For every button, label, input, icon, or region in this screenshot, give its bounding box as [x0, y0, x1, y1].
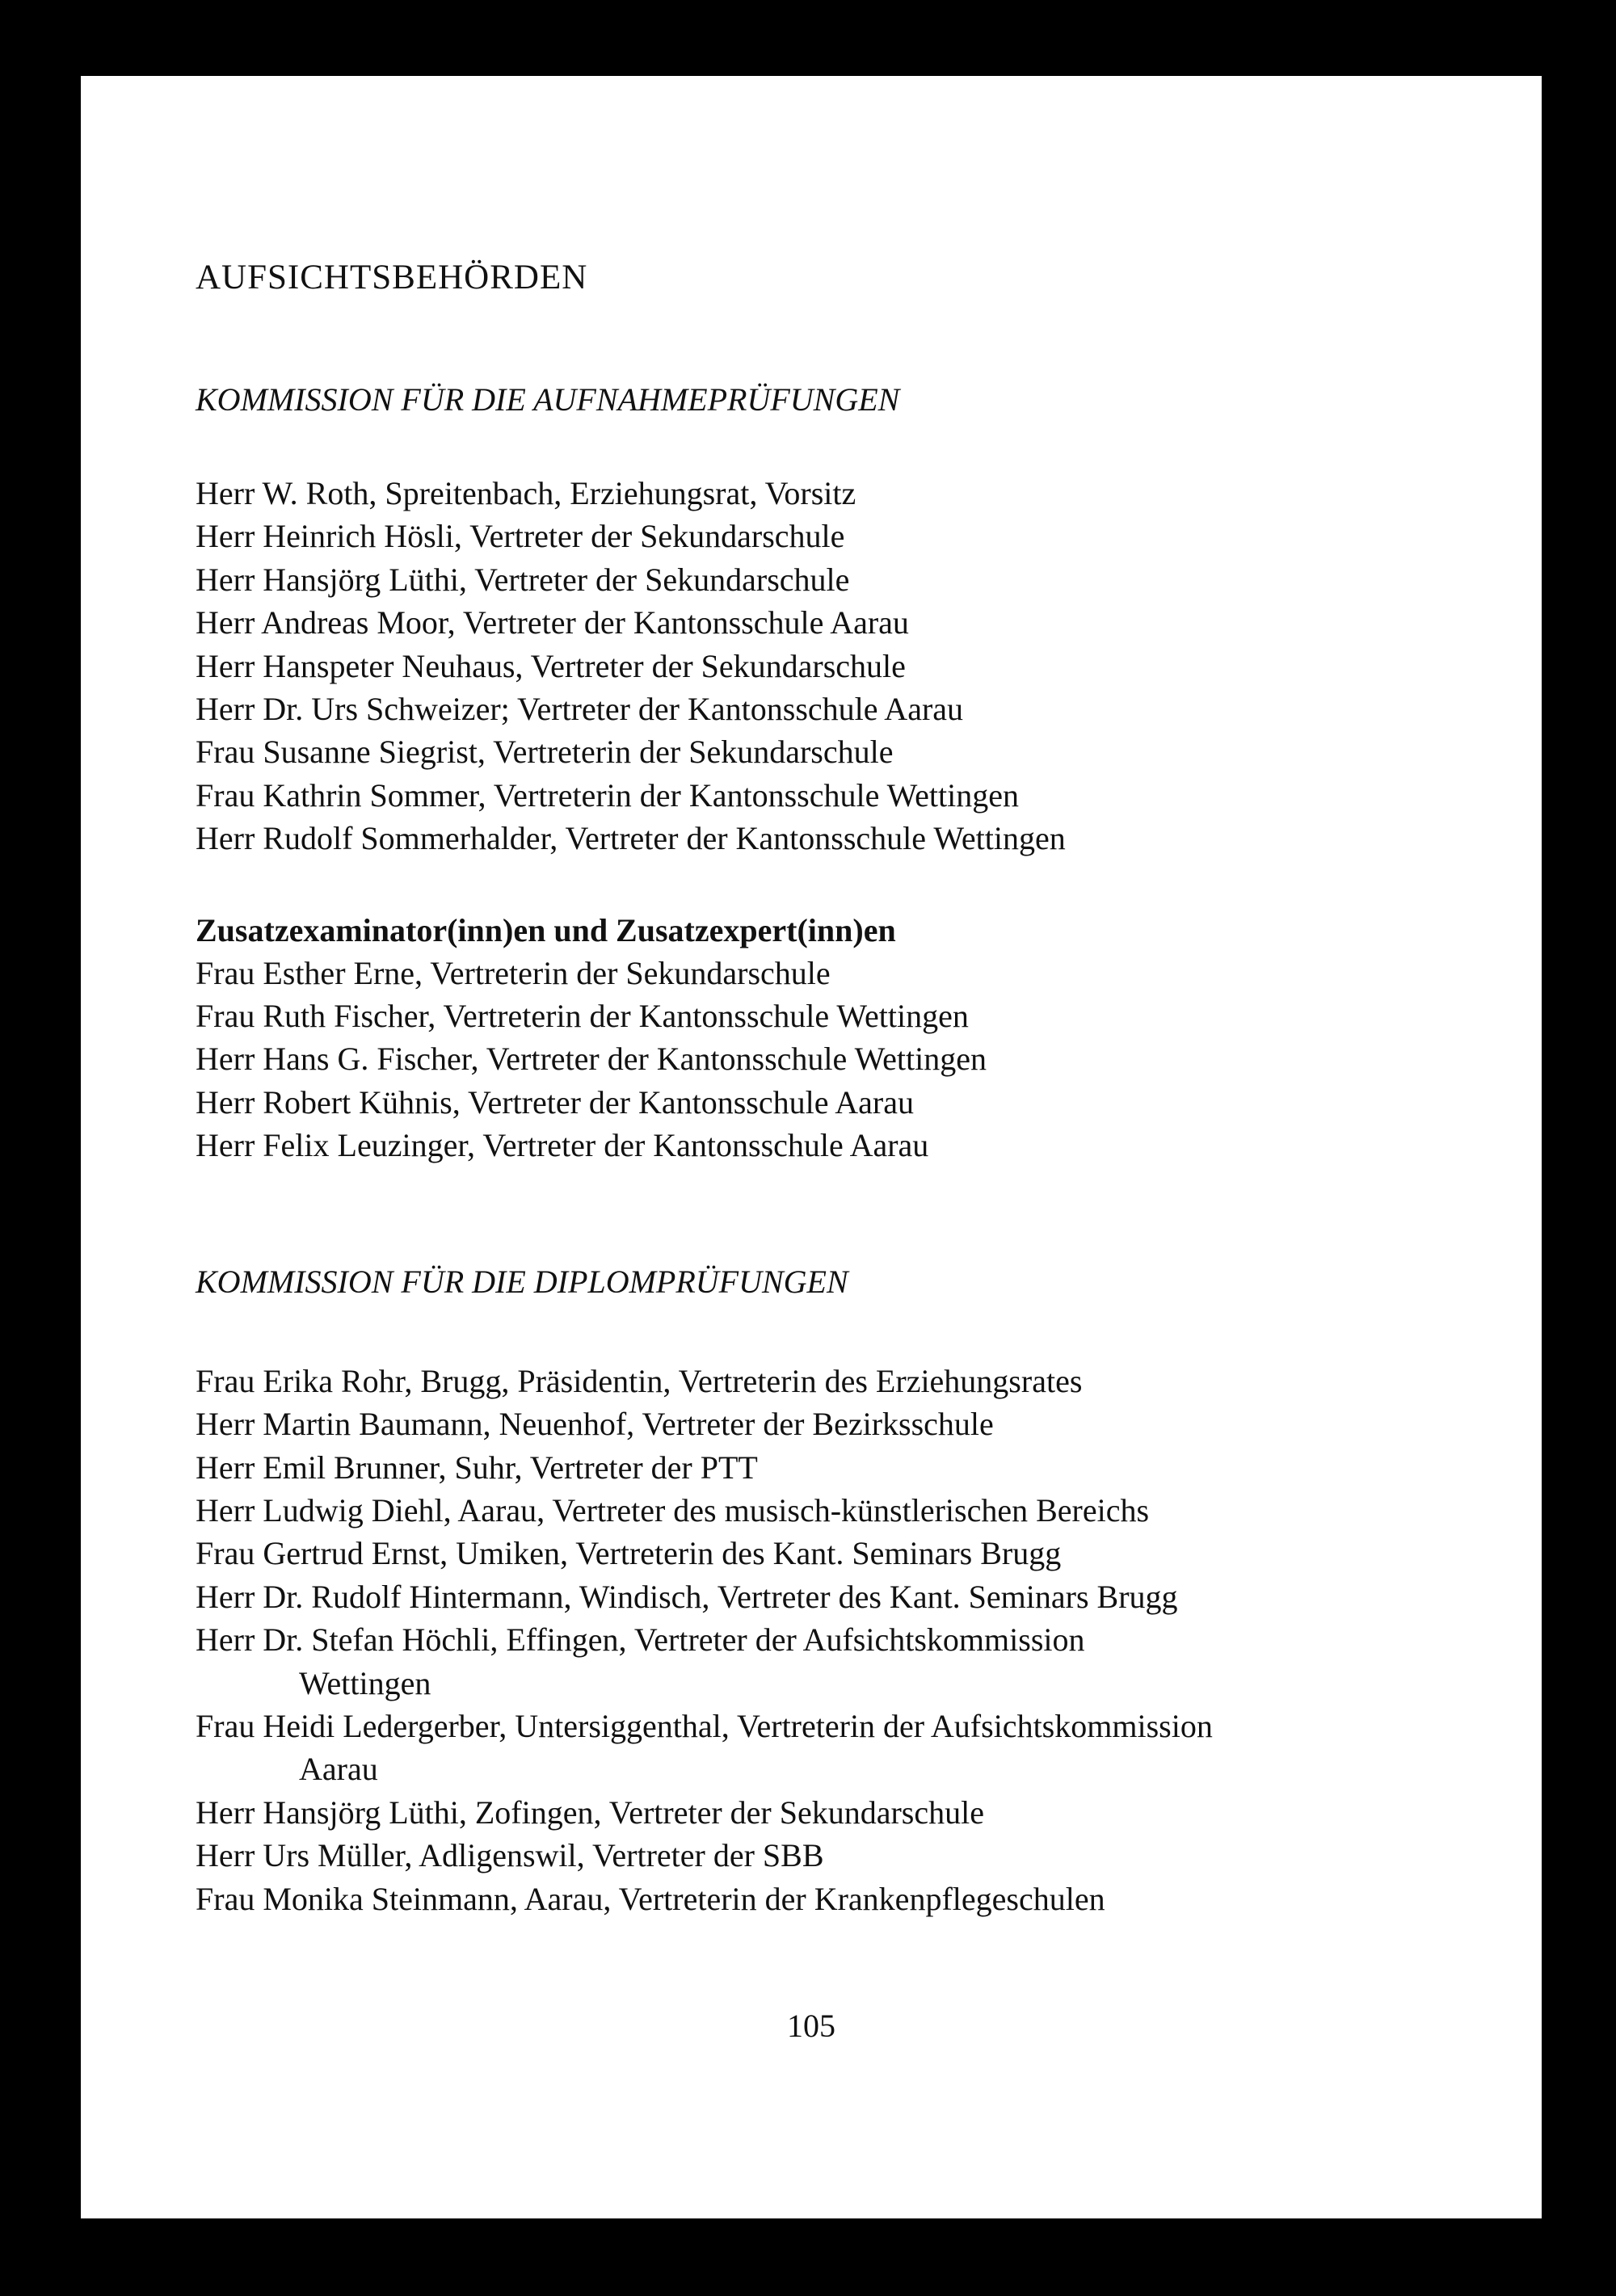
list-item-continuation: Aarau — [299, 1751, 378, 1788]
diplom-member-list — [196, 1360, 1504, 1920]
list-item: Herr Hansjörg Lüthi, Zofingen, Vertreter der Sekundarschule — [196, 1793, 984, 1831]
document-page — [81, 76, 1542, 2218]
page-title: AUFSICHTSBEHÖRDEN — [196, 259, 588, 296]
page-number: 105 — [787, 2008, 835, 2044]
aufnahme-section-title: KOMMISSION FÜR DIE AUFNAHMEPRÜFUNGEN — [196, 381, 900, 418]
list-item: Herr Robert Kühnis, Vertreter der Kantonsschule Aarau — [196, 1083, 914, 1121]
list-item: Frau Heidi Ledergerber, Untersiggenthal, Vertreterin der Aufsichtskommission — [196, 1707, 1213, 1744]
list-item: Herr Hanspeter Neuhaus, Vertreter der Sekundarschule — [196, 647, 906, 684]
list-item: Frau Erika Rohr, Brugg, Präsidentin, Vertreterin des Erziehungsrates — [196, 1362, 1083, 1399]
list-item: Herr Ludwig Diehl, Aarau, Vertreter des musisch-künstlerischen Bereichs — [196, 1491, 1150, 1529]
zusatz-subsection-title: Zusatzexaminator(inn)en und Zusatzexpert(inn)en — [196, 911, 896, 948]
list-item: Frau Susanne Siegrist, Vertreterin der Sekundarschule — [196, 734, 894, 771]
list-item-continuation: Wettingen — [299, 1664, 431, 1701]
list-item: Herr Hans G. Fischer, Vertreter der Kantonsschule Wettingen — [196, 1041, 987, 1078]
list-item: Herr Dr. Urs Schweizer; Vertreter der Kantonsschule Aarau — [196, 691, 964, 728]
list-item: Herr Felix Leuzinger, Vertreter der Kantonsschule Aarau — [196, 1127, 929, 1164]
list-item: Herr Andreas Moor, Vertreter der Kantonsschule Aarau — [196, 604, 909, 641]
list-item: Herr Hansjörg Lüthi, Vertreter der Sekundarschule — [196, 561, 850, 598]
list-item: Herr Heinrich Hösli, Vertreter der Sekundarschule — [196, 518, 845, 555]
zusatz-member-list — [196, 952, 1504, 1167]
list-item: Herr W. Roth, Spreitenbach, Erziehungsrat, Vorsitz — [196, 475, 856, 511]
list-item: Herr Martin Baumann, Neuenhof, Vertreter der Bezirksschule — [196, 1406, 994, 1443]
list-item: Herr Dr. Rudolf Hintermann, Windisch, Vertreter des Kant. Seminars Brugg — [196, 1578, 1178, 1615]
list-item: Frau Kathrin Sommer, Vertreterin der Kantonsschule Wettingen — [196, 776, 1020, 814]
list-item: Frau Monika Steinmann, Aarau, Vertreterin der Krankenpflegeschulen — [196, 1880, 1105, 1917]
list-item: Frau Ruth Fischer, Vertreterin der Kantonsschule Wettingen — [196, 998, 969, 1035]
page-content — [196, 258, 1504, 1920]
list-item: Herr Rudolf Sommerhalder, Vertreter der Kantonsschule Wettingen — [196, 820, 1066, 857]
aufnahme-member-list — [196, 472, 1504, 860]
list-item: Frau Esther Erne, Vertreterin der Sekundarschule — [196, 954, 831, 991]
diplom-section-title: KOMMISSION FÜR DIE DIPLOMPRÜFUNGEN — [196, 1263, 848, 1300]
list-item: Herr Emil Brunner, Suhr, Vertreter der PTT — [196, 1449, 758, 1486]
list-item: Frau Gertrud Ernst, Umiken, Vertreterin des Kant. Seminars Brugg — [196, 1535, 1062, 1572]
list-item: Herr Urs Müller, Adligenswil, Vertreter der SBB — [196, 1837, 824, 1874]
list-item: Herr Dr. Stefan Höchli, Effingen, Vertreter der Aufsichtskommission — [196, 1621, 1085, 1659]
